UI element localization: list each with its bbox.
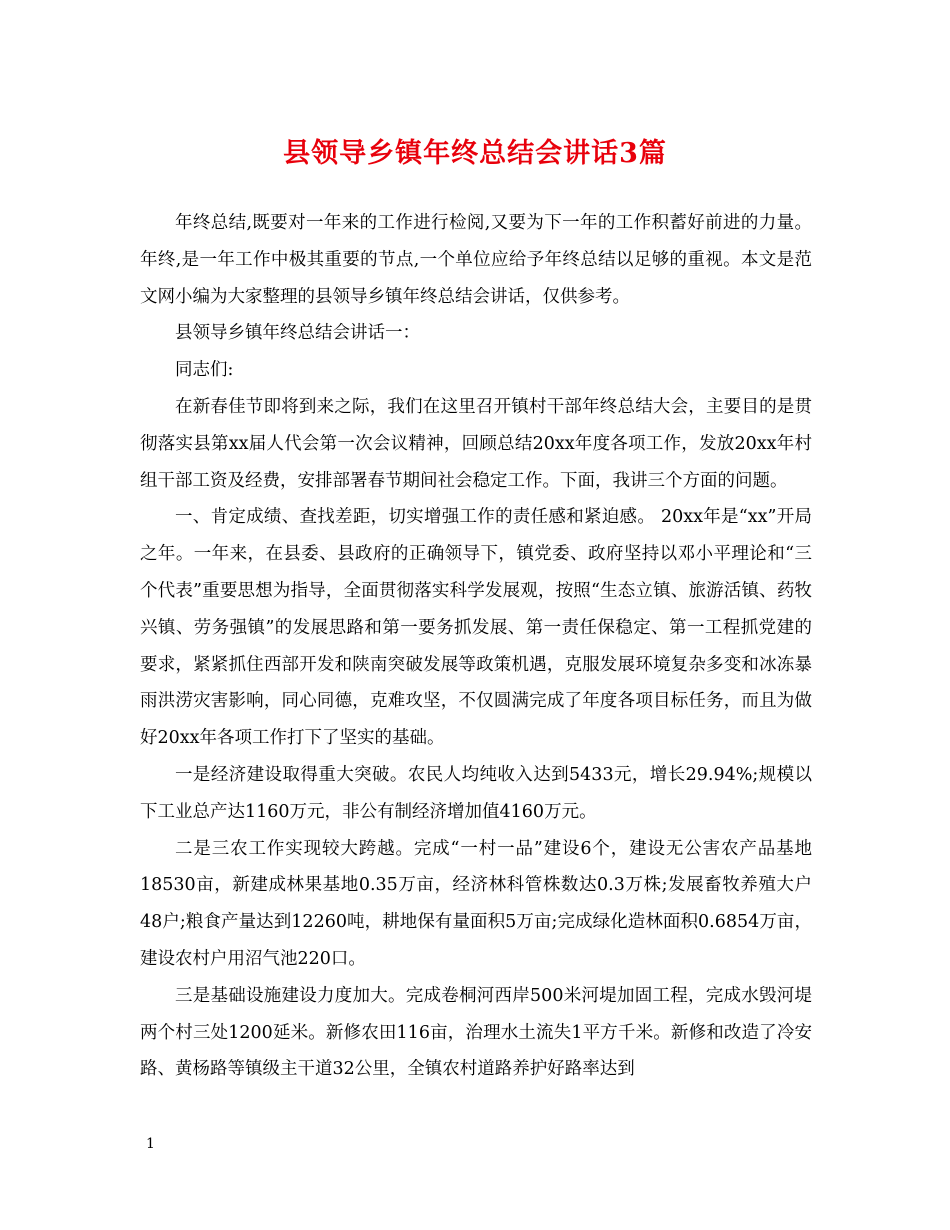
paragraph-infrastructure: 三是基础设施建设力度加大。完成卷桐河西岸500米河堤加固工程，完成水毁河堤两个村三处1200延米。新修农田116亩，治理水土流失1平方千米。新修和改造了冷安路、黄杨路等镇级主干道32公里，全镇农村道路养护好路率达到 [140, 985, 812, 1080]
paragraph-speech-heading: 县领导乡镇年终总结会讲话一： [175, 323, 420, 344]
document-body [140, 205, 812, 1088]
paragraph-section-one: 一、肯定成绩、查找差距，切实增强工作的责任感和紧迫感。 20xx年是“xx”开局之年。一年来，在县委、县政府的正确领导下，镇党委、政府坚持以邓小平理论和“三个代表”重要思想为指导，全面贯彻落实科学发展观，按照“生态立镇、旅游活镇、药牧兴镇、劳务强镇”的发展思路和第一要务抓发展、第一责任保稳定、第一工程抓党建的要求，紧紧抓住西部开发和陕南突破发展等政策机遇，克服发展环境复杂多变和冰冻暴雨洪涝灾害影响，同心同德，克难攻坚，不仅圆满完成了年度各项目标任务，而且为做好20xx年各项工作打下了坚实的基础。 [140, 507, 812, 749]
document-title: 县领导乡镇年终总结会讲话3篇 [283, 138, 667, 169]
paragraph-opening: 在新春佳节即将到来之际，我们在这里召开镇村干部年终总结大会，主要目的是贯彻落实县第xx届人代会第一次会议精神，回顾总结20xx年度各项工作，发放20xx年村组干部工资及经费，安排部署春节期间社会稳定工作。下面，我讲三个方面的问题。 [140, 396, 812, 491]
paragraph-agriculture: 二是三农工作实现较大跨越。完成“一村一品”建设6个，建设无公害农产品基地18530亩，新建成林果基地0.35万亩，经济林科管株数达0.3万株;发展畜牧养殖大户48户;粮食产量达到12260吨，耕地保有量面积5万亩;完成绿化造林面积0.6854万亩，建设农村户用沼气池220口。 [140, 838, 812, 969]
paragraph-economy: 一是经济建设取得重大突破。农民人均纯收入达到5433元，增长29.94%;规模以下工业总产达1160万元，非公有制经济增加值4160万元。 [140, 764, 812, 822]
page-number: 1 [146, 1136, 155, 1152]
paragraph-salutation: 同志们: [175, 360, 234, 381]
paragraph-intro: 年终总结,既要对一年来的工作进行检阅,又要为下一年的工作积蓄好前进的力量。年终,是一年工作中极其重要的节点,一个单位应给予年终总结以足够的重视。本文是范文网小编为大家整理的县领导乡镇年终总结会讲话，仅供参考。 [140, 213, 812, 307]
